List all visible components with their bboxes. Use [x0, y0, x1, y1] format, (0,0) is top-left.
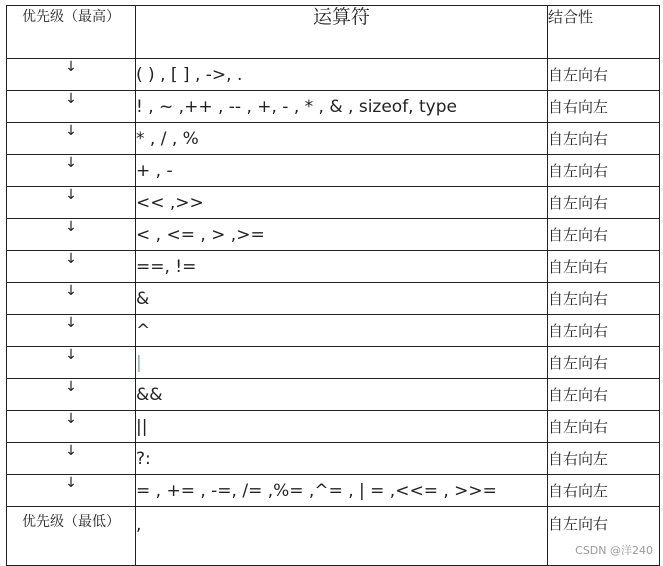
priority-arrow: ↓ — [7, 251, 136, 283]
table-row — [7, 91, 660, 123]
header-associativity: 结合性 — [548, 6, 660, 59]
operators-cell: ?: — [136, 443, 548, 475]
associativity-cell: 自左向右 — [548, 155, 660, 187]
table-row — [7, 347, 660, 379]
table-row — [7, 411, 660, 443]
associativity-cell: 自左向右 — [548, 315, 660, 347]
table-row — [7, 507, 660, 566]
operators-cell: || — [136, 411, 548, 443]
operators-cell: ! , ~ ,++ , -- , +, - , * , & , sizeof, type — [136, 91, 548, 123]
operators-cell: < , <= , > ,>= — [136, 219, 548, 251]
table-row — [7, 123, 660, 155]
operators-cell: , — [136, 507, 548, 566]
priority-arrow: ↓ — [7, 411, 136, 443]
watermark: CSDN @洋240 — [575, 544, 653, 557]
priority-arrow: ↓ — [7, 187, 136, 219]
table-row — [7, 187, 660, 219]
priority-lowest-label: 优先级（最低） — [7, 507, 136, 566]
priority-arrow: ↓ — [7, 91, 136, 123]
table-row — [7, 155, 660, 187]
operators-cell: & — [136, 283, 548, 315]
priority-arrow: ↓ — [7, 59, 136, 91]
associativity-cell: 自左向右 — [548, 59, 660, 91]
associativity-cell: 自左向右 — [548, 219, 660, 251]
header-priority: 优先级（最高） — [7, 6, 136, 59]
operators-cell: | — [136, 347, 548, 379]
priority-arrow: ↓ — [7, 283, 136, 315]
table-row — [7, 59, 660, 91]
priority-arrow: ↓ — [7, 475, 136, 507]
associativity-cell: 自右向左 — [548, 91, 660, 123]
table-row — [7, 219, 660, 251]
operators-cell: * , / , % — [136, 123, 548, 155]
table-row — [7, 475, 660, 507]
associativity-cell: 自左向右 — [548, 283, 660, 315]
table-row — [7, 443, 660, 475]
operators-cell: ^ — [136, 315, 548, 347]
associativity-cell: 自左向右 — [548, 507, 660, 566]
table-row — [7, 315, 660, 347]
priority-arrow: ↓ — [7, 443, 136, 475]
associativity-cell: 自右向左 — [548, 475, 660, 507]
associativity-cell: 自左向右 — [548, 347, 660, 379]
operators-cell: = , += , -=, /= ,%= ,^= , | = ,<<= , >>= — [136, 475, 548, 507]
header-operators: 运算符 — [136, 6, 548, 59]
associativity-cell: 自左向右 — [548, 411, 660, 443]
operators-cell: << ,>> — [136, 187, 548, 219]
priority-arrow: ↓ — [7, 347, 136, 379]
operators-cell: ( ) , [ ] , ->, . — [136, 59, 548, 91]
table-row — [7, 251, 660, 283]
header-row — [7, 6, 660, 59]
associativity-cell: 自左向右 — [548, 187, 660, 219]
operators-cell: + , - — [136, 155, 548, 187]
associativity-cell: 自左向右 — [548, 379, 660, 411]
operators-cell: && — [136, 379, 548, 411]
associativity-cell: 自右向左 — [548, 443, 660, 475]
associativity-cell: 自左向右 — [548, 123, 660, 155]
table-row — [7, 379, 660, 411]
priority-arrow: ↓ — [7, 155, 136, 187]
table-row — [7, 283, 660, 315]
priority-arrow: ↓ — [7, 123, 136, 155]
priority-arrow: ↓ — [7, 219, 136, 251]
priority-arrow: ↓ — [7, 315, 136, 347]
operator-precedence-table — [6, 5, 660, 566]
operators-cell: ==, != — [136, 251, 548, 283]
priority-arrow: ↓ — [7, 379, 136, 411]
associativity-cell: 自左向右 — [548, 251, 660, 283]
